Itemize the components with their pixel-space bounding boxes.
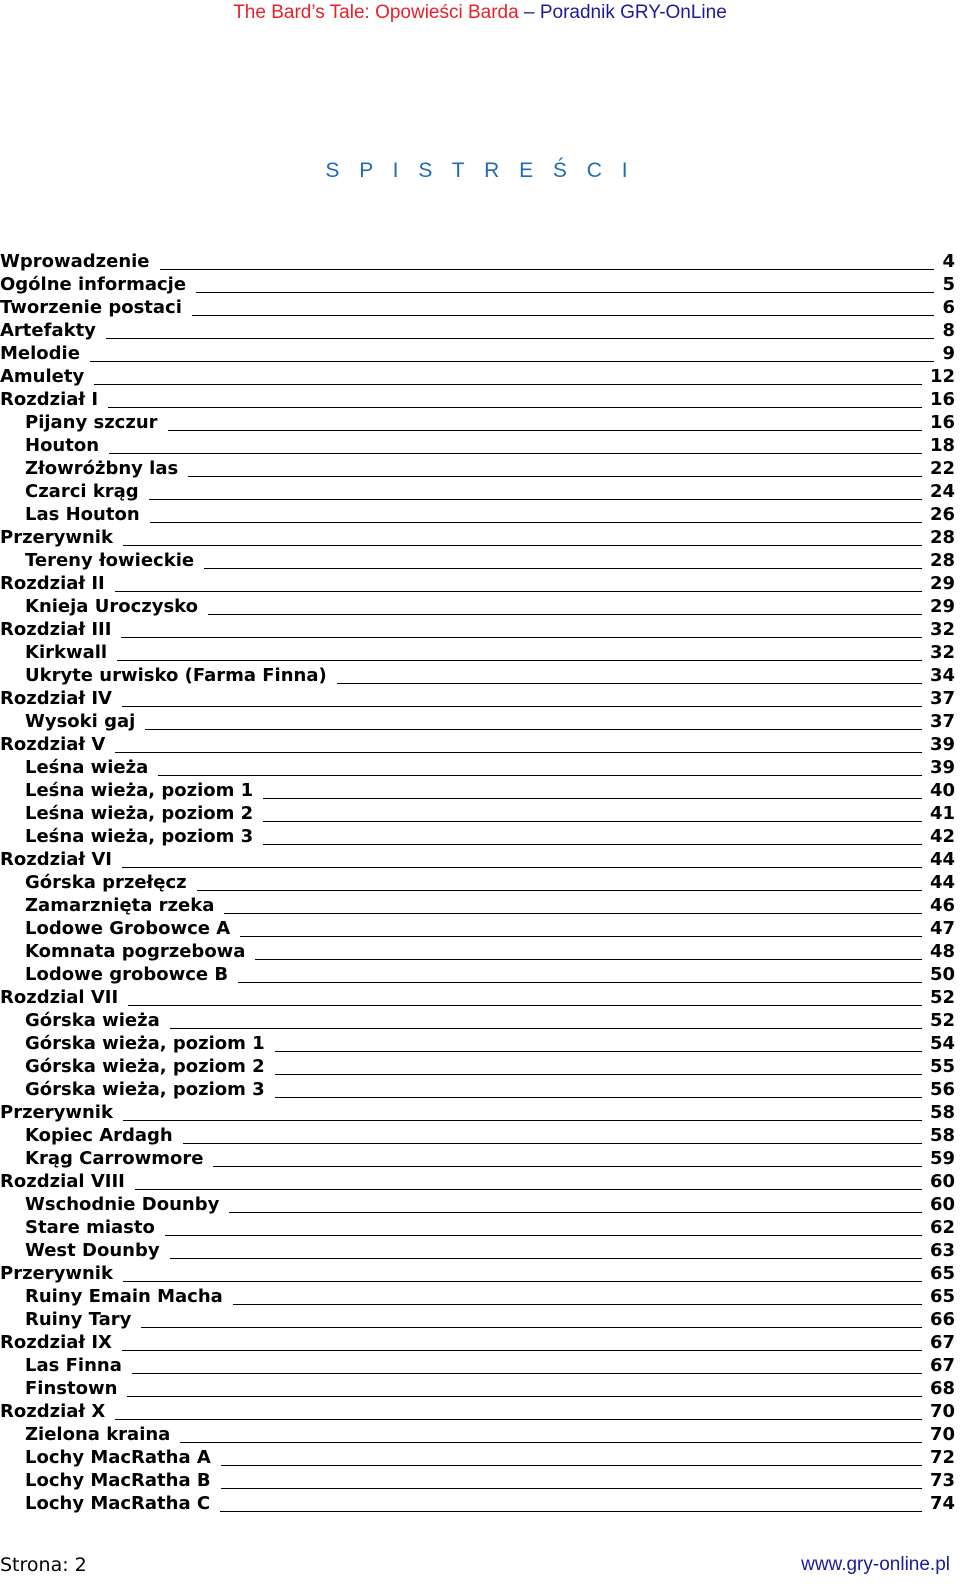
toc-subentry[interactable] xyxy=(0,434,955,457)
toc-entry-label: Ukryte urwisko (Farma Finna) xyxy=(25,665,327,686)
toc-entry[interactable] xyxy=(0,687,955,710)
toc-leader-line xyxy=(149,498,922,500)
toc-subentry[interactable] xyxy=(0,457,955,480)
toc-leader-line xyxy=(115,751,922,753)
toc-subentry[interactable] xyxy=(0,503,955,526)
toc-leader-line xyxy=(221,1487,922,1489)
toc-page-number: 24 xyxy=(929,481,955,502)
toc-leader-line xyxy=(224,912,922,914)
toc-page-number: 65 xyxy=(929,1286,955,1307)
toc-entry-label: Czarci krąg xyxy=(25,481,139,502)
toc-page-number: 4 xyxy=(942,251,955,272)
toc-entry-label: Kirkwall xyxy=(25,642,108,663)
toc-subentry[interactable] xyxy=(0,1469,955,1492)
toc-leader-line xyxy=(188,475,922,477)
toc-entry-label: Las Houton xyxy=(25,504,140,525)
toc-entry-label: Rozdział VI xyxy=(0,849,112,870)
toc-entry-label: Górska wieża xyxy=(25,1010,160,1031)
toc-subentry[interactable] xyxy=(0,940,955,963)
toc-subentry[interactable] xyxy=(0,1009,955,1032)
toc-entry-label: Przerywnik xyxy=(0,1102,113,1123)
toc-subentry[interactable] xyxy=(0,917,955,940)
toc-page-number: 47 xyxy=(929,918,955,939)
toc-leader-line xyxy=(180,1441,922,1443)
toc-leader-line xyxy=(263,843,922,845)
game-title: The Bard’s Tale: Opowieści Barda xyxy=(233,2,519,23)
toc-page-number: 46 xyxy=(929,895,955,916)
header-separator: – xyxy=(523,2,535,23)
toc-leader-line xyxy=(204,567,922,569)
toc-entry[interactable] xyxy=(0,526,955,549)
toc-leader-line xyxy=(233,1303,922,1305)
toc-subentry[interactable] xyxy=(0,871,955,894)
toc-entry[interactable] xyxy=(0,273,955,296)
toc-page-number: 52 xyxy=(929,987,955,1008)
toc-page-number: 5 xyxy=(942,274,955,295)
toc-leader-line xyxy=(170,1027,922,1029)
toc-leader-line xyxy=(255,958,921,960)
toc-page-number: 37 xyxy=(929,711,955,732)
toc-entry[interactable] xyxy=(0,319,955,342)
toc-entry-label: Zamarznięta rzeka xyxy=(25,895,215,916)
toc-entry-label: Przerywnik xyxy=(0,1263,113,1284)
toc-entry-label: Lochy MacRatha A xyxy=(25,1447,211,1468)
toc-entry-label: Ogólne informacje xyxy=(0,274,187,295)
toc-subentry[interactable] xyxy=(0,1308,955,1331)
toc-entry-label: Finstown xyxy=(25,1378,118,1399)
toc-entry-label: Tworzenie postaci xyxy=(0,297,182,318)
toc-entry-label: West Dounby xyxy=(25,1240,160,1261)
site-link[interactable]: www.gry-online.pl xyxy=(801,1554,950,1575)
toc-leader-line xyxy=(263,820,922,822)
toc-subentry[interactable] xyxy=(0,1285,955,1308)
toc-subentry[interactable] xyxy=(0,802,955,825)
toc-leader-line xyxy=(108,406,922,408)
toc-subentry[interactable] xyxy=(0,894,955,917)
toc-leader-line xyxy=(192,314,935,316)
toc-subentry[interactable] xyxy=(0,756,955,779)
toc-leader-line xyxy=(229,1211,922,1213)
toc-entry-label: Rozdział I xyxy=(0,389,99,410)
toc-subentry[interactable] xyxy=(0,595,955,618)
toc-page-number: 16 xyxy=(929,389,955,410)
toc-leader-line xyxy=(168,429,922,431)
toc-page-number: 42 xyxy=(929,826,955,847)
toc-entry[interactable] xyxy=(0,733,955,756)
toc-leader-line xyxy=(197,889,922,891)
toc-entry[interactable] xyxy=(0,1101,955,1124)
toc-leader-line xyxy=(150,521,922,523)
toc-page-number: 28 xyxy=(929,527,955,548)
toc-entry-label: Górska wieża, poziom 3 xyxy=(25,1079,265,1100)
toc-page-number: 41 xyxy=(929,803,955,824)
toc-entry[interactable] xyxy=(0,1400,955,1423)
toc-leader-line xyxy=(263,797,922,799)
toc-entry-label: Rozdział II xyxy=(0,573,105,594)
toc-entry[interactable] xyxy=(0,572,955,595)
toc-page-number: 18 xyxy=(929,435,955,456)
toc-leader-line xyxy=(122,866,922,868)
toc-page-number: 56 xyxy=(929,1079,955,1100)
toc-page-number: 67 xyxy=(929,1332,955,1353)
toc-entry-label: Stare miasto xyxy=(25,1217,155,1238)
toc-entry-label: Lodowe Grobowce A xyxy=(25,918,231,939)
toc-entry[interactable] xyxy=(0,618,955,641)
toc-subentry[interactable] xyxy=(0,664,955,687)
toc-page-number: 72 xyxy=(929,1447,955,1468)
toc-page-number: 55 xyxy=(929,1056,955,1077)
toc-entry-label: Wprowadzenie xyxy=(0,251,150,272)
toc-leader-line xyxy=(141,1326,922,1328)
toc-page-number: 32 xyxy=(929,642,955,663)
toc-entry-label: Leśna wieża, poziom 3 xyxy=(25,826,254,847)
toc-entry-label: Rozdział IX xyxy=(0,1332,112,1353)
toc-page-number: 60 xyxy=(929,1194,955,1215)
toc-entry-label: Złowróżbny las xyxy=(25,458,179,479)
toc-entry-label: Górska przełęcz xyxy=(25,872,187,893)
toc-leader-line xyxy=(135,1188,922,1190)
toc-leader-line xyxy=(109,452,922,454)
toc-entry-label: Leśna wieża, poziom 1 xyxy=(25,780,254,801)
toc-page-number: 65 xyxy=(929,1263,955,1284)
toc-page-number: 60 xyxy=(929,1171,955,1192)
toc-subentry[interactable] xyxy=(0,411,955,434)
toc-subentry[interactable] xyxy=(0,1078,955,1101)
toc-entry[interactable] xyxy=(0,986,955,1009)
toc-entry-label: Artefakty xyxy=(0,320,96,341)
toc-page-number: 16 xyxy=(929,412,955,433)
toc-page-number: 39 xyxy=(929,757,955,778)
toc-entry[interactable] xyxy=(0,296,955,319)
toc-page-number: 62 xyxy=(929,1217,955,1238)
toc-leader-line xyxy=(122,1349,922,1351)
toc-entry-label: Leśna wieża xyxy=(25,757,149,778)
toc-page-number: 58 xyxy=(929,1125,955,1146)
toc-leader-line xyxy=(275,1096,922,1098)
toc-page-number: 59 xyxy=(929,1148,955,1169)
toc-leader-line xyxy=(122,705,922,707)
toc-entry-label: Amulety xyxy=(0,366,85,387)
toc-leader-line xyxy=(94,383,922,385)
toc-leader-line xyxy=(158,774,922,776)
toc-entry-label: Przerywnik xyxy=(0,527,113,548)
toc-entry[interactable] xyxy=(0,1331,955,1354)
toc-entry-label: Rozdzial VIII xyxy=(0,1171,125,1192)
toc-page-number: 63 xyxy=(929,1240,955,1261)
toc-page-number: 26 xyxy=(929,504,955,525)
page-header xyxy=(0,0,960,26)
toc-leader-line xyxy=(183,1142,922,1144)
toc-entry-label: Lochy MacRatha B xyxy=(25,1470,211,1491)
toc-page-number: 29 xyxy=(929,573,955,594)
toc-page-number: 34 xyxy=(929,665,955,686)
toc-page-number: 74 xyxy=(929,1493,955,1514)
toc-leader-line xyxy=(123,1119,922,1121)
toc-entry-label: Lodowe grobowce B xyxy=(25,964,229,985)
toc-leader-line xyxy=(145,728,922,730)
toc-subentry[interactable] xyxy=(0,1124,955,1147)
toc-page-number: 58 xyxy=(929,1102,955,1123)
toc-leader-line xyxy=(196,291,934,293)
toc-entry-label: Tereny łowieckie xyxy=(25,550,195,571)
toc-page-number: 67 xyxy=(929,1355,955,1376)
toc-entry-label: Ruiny Emain Macha xyxy=(25,1286,223,1307)
toc-entry[interactable] xyxy=(0,342,955,365)
toc-subentry[interactable] xyxy=(0,1492,955,1515)
toc-page-number: 54 xyxy=(929,1033,955,1054)
toc-entry-label: Pijany szczur xyxy=(25,412,158,433)
toc-entry-label: Kopiec Ardagh xyxy=(25,1125,173,1146)
toc-page-number: 6 xyxy=(942,297,955,318)
toc-leader-line xyxy=(128,1004,922,1006)
toc-entry-label: Ruiny Tary xyxy=(25,1309,132,1330)
toc-entry[interactable] xyxy=(0,365,955,388)
toc-entry-label: Górska wieża, poziom 2 xyxy=(25,1056,265,1077)
toc-entry-label: Górska wieża, poziom 1 xyxy=(25,1033,265,1054)
toc-heading: S P I S T R E Ś C I xyxy=(325,159,635,182)
toc-subentry[interactable] xyxy=(0,1423,955,1446)
toc-entry-label: Las Finna xyxy=(25,1355,122,1376)
toc-entry-label: Rozdzial VII xyxy=(0,987,119,1008)
toc-entry-label: Knieja Uroczysko xyxy=(25,596,199,617)
toc-entry-label: Zielona kraina xyxy=(25,1424,171,1445)
toc-page-number: 66 xyxy=(929,1309,955,1330)
toc-subentry[interactable] xyxy=(0,1354,955,1377)
toc-subentry[interactable] xyxy=(0,1377,955,1400)
toc-entry[interactable] xyxy=(0,1262,955,1285)
toc-leader-line xyxy=(221,1464,922,1466)
toc-leader-line xyxy=(115,590,922,592)
toc-subentry[interactable] xyxy=(0,1446,955,1469)
toc-subentry[interactable] xyxy=(0,825,955,848)
toc-page-number: 40 xyxy=(929,780,955,801)
toc-entry[interactable] xyxy=(0,388,955,411)
toc-leader-line xyxy=(123,1280,922,1282)
toc-subentry[interactable] xyxy=(0,963,955,986)
toc-subentry[interactable] xyxy=(0,549,955,572)
toc-subentry[interactable] xyxy=(0,1193,955,1216)
toc-leader-line xyxy=(115,1418,922,1420)
toc-entry-label: Melodie xyxy=(0,343,80,364)
toc-page-number: 8 xyxy=(942,320,955,341)
toc-page-number: 32 xyxy=(929,619,955,640)
toc-subentry[interactable] xyxy=(0,1147,955,1170)
toc-entry-label: Leśna wieża, poziom 2 xyxy=(25,803,254,824)
toc-leader-line xyxy=(90,360,935,362)
toc-page-number: 70 xyxy=(929,1424,955,1445)
toc-page-number: 28 xyxy=(929,550,955,571)
toc-entry-label: Krąg Carrowmore xyxy=(25,1148,204,1169)
toc-leader-line xyxy=(337,682,922,684)
toc-leader-line xyxy=(208,613,922,615)
toc-leader-line xyxy=(160,268,935,270)
guide-brand: Poradnik GRY-OnLine xyxy=(539,2,727,23)
toc-entry-label: Lochy MacRatha C xyxy=(25,1493,211,1514)
toc-page-number: 50 xyxy=(929,964,955,985)
toc-leader-line xyxy=(213,1165,922,1167)
toc-subentry[interactable] xyxy=(0,710,955,733)
toc-leader-line xyxy=(275,1073,922,1075)
toc-leader-line xyxy=(123,544,922,546)
toc-page-number: 29 xyxy=(929,596,955,617)
toc-subentry[interactable] xyxy=(0,1239,955,1262)
toc-leader-line xyxy=(275,1050,922,1052)
toc-subentry[interactable] xyxy=(0,1032,955,1055)
toc-page-number: 39 xyxy=(929,734,955,755)
toc-page-number: 44 xyxy=(929,849,955,870)
toc-page-number: 68 xyxy=(929,1378,955,1399)
toc-leader-line xyxy=(117,659,922,661)
toc-leader-line xyxy=(121,636,922,638)
toc-leader-line xyxy=(170,1257,922,1259)
toc-entry[interactable] xyxy=(0,848,955,871)
page-number-label: Strona: 2 xyxy=(0,1554,87,1576)
toc-subentry[interactable] xyxy=(0,480,955,503)
toc-subentry[interactable] xyxy=(0,1055,955,1078)
toc-entry-label: Wschodnie Dounby xyxy=(25,1194,220,1215)
toc-page-number: 70 xyxy=(929,1401,955,1422)
toc-page-number: 44 xyxy=(929,872,955,893)
toc-leader-line xyxy=(238,981,922,983)
toc-leader-line xyxy=(132,1372,922,1374)
toc-leader-line xyxy=(240,935,922,937)
toc-page-number: 48 xyxy=(929,941,955,962)
toc-subentry[interactable] xyxy=(0,641,955,664)
toc-page-number: 52 xyxy=(929,1010,955,1031)
toc-entry-label: Komnata pogrzebowa xyxy=(25,941,246,962)
toc-page-number: 73 xyxy=(929,1470,955,1491)
toc-entry-label: Rozdział IV xyxy=(0,688,112,709)
toc-subentry[interactable] xyxy=(0,1216,955,1239)
toc-entry-label: Rozdział III xyxy=(0,619,112,640)
toc-entry-label: Rozdział V xyxy=(0,734,106,755)
toc-leader-line xyxy=(106,337,935,339)
toc-page-number: 12 xyxy=(929,366,955,387)
toc-page-number: 9 xyxy=(942,343,955,364)
toc-subentry[interactable] xyxy=(0,779,955,802)
toc-entry-label: Wysoki gaj xyxy=(25,711,136,732)
toc-page-number: 22 xyxy=(929,458,955,479)
toc-leader-line xyxy=(220,1510,922,1512)
toc-entry-label: Houton xyxy=(25,435,100,456)
table-of-contents xyxy=(0,250,955,1515)
toc-entry-label: Rozdział X xyxy=(0,1401,106,1422)
toc-page-number: 37 xyxy=(929,688,955,709)
toc-entry[interactable] xyxy=(0,250,955,273)
toc-leader-line xyxy=(165,1234,922,1236)
toc-leader-line xyxy=(127,1395,922,1397)
toc-entry[interactable] xyxy=(0,1170,955,1193)
